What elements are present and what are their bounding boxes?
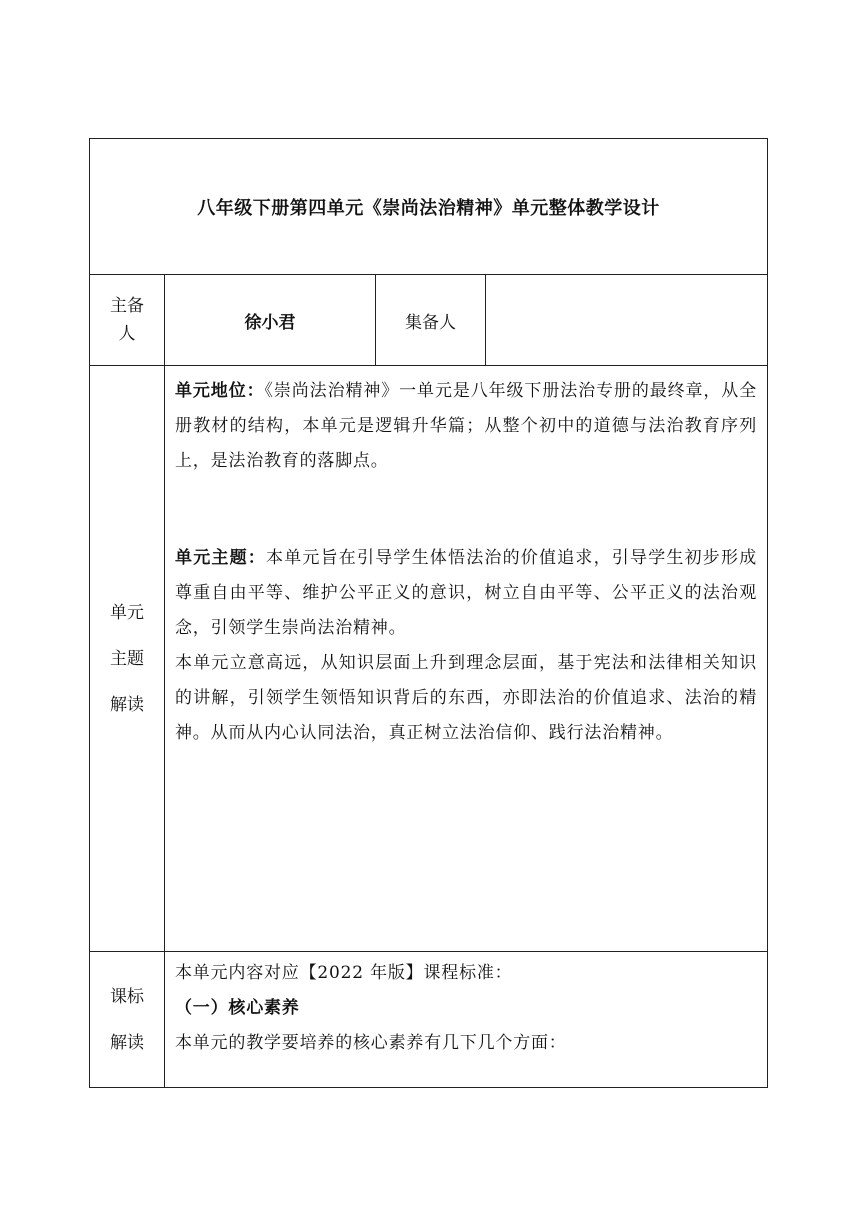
unit-theme-lead: 单元主题： [175, 548, 266, 568]
unit-theme-content [165, 366, 768, 952]
lead-preparer-name: 徐小君 [165, 275, 376, 366]
unit-position-paragraph [175, 374, 757, 479]
title-row [90, 139, 768, 275]
lesson-design-table [89, 138, 768, 1088]
unit-extra-paragraph: 本单元立意高远，从知识层面上升到理念层面，基于宪法和法律相关知识的讲解，引领学生领悟知识背后的东西，亦即法治的价值追求、法治的精神。从而从内心认同法治，真正树立法治信仰、践行法治精神。 [175, 653, 757, 743]
standard-intro: 本单元内容对应【2022 年版】课程标准： [175, 963, 513, 983]
unit-theme-paragraph [175, 541, 757, 646]
unit-theme-label-line2: 主题 [110, 648, 144, 669]
unit-theme-label-line1: 单元 [110, 602, 144, 623]
standard-row [90, 952, 768, 1088]
standard-label-line1: 课标 [110, 986, 144, 1007]
standard-label [90, 952, 165, 1088]
preparer-row [90, 275, 768, 366]
collaborator-value [486, 275, 768, 366]
unit-position-text: 《崇尚法治精神》一单元是八年级下册法治专册的最终章，从全册教材的结构，本单元是逻辑升华篇；从整个初中的道德与法治教育序列上，是法治教育的落脚点。 [175, 381, 757, 471]
lead-preparer-label [90, 275, 165, 366]
core-literacy-heading: （一）核心素养 [175, 998, 300, 1018]
core-literacy-text: 本单元的教学要培养的核心素养有几下几个方面： [175, 1033, 567, 1053]
collaborator-label: 集备人 [376, 275, 486, 366]
unit-theme-text: 本单元旨在引导学生体悟法治的价值追求，引导学生初步形成尊重自由平等、维护公平正义的意识，树立自由平等、公平正义的法治观念，引领学生崇尚法治精神。 [175, 548, 757, 638]
standard-label-line2: 解读 [110, 1032, 144, 1053]
unit-theme-row [90, 366, 768, 952]
lead-preparer-label-line1: 主备 [110, 296, 144, 316]
standard-content [165, 952, 768, 1088]
unit-position-lead: 单元地位： [175, 381, 265, 401]
lead-preparer-label-line2: 人 [118, 324, 136, 344]
unit-theme-label [90, 366, 165, 952]
unit-theme-label-line3: 解读 [110, 694, 144, 715]
document-title: 八年级下册第四单元《崇尚法治精神》单元整体教学设计 [90, 139, 768, 275]
